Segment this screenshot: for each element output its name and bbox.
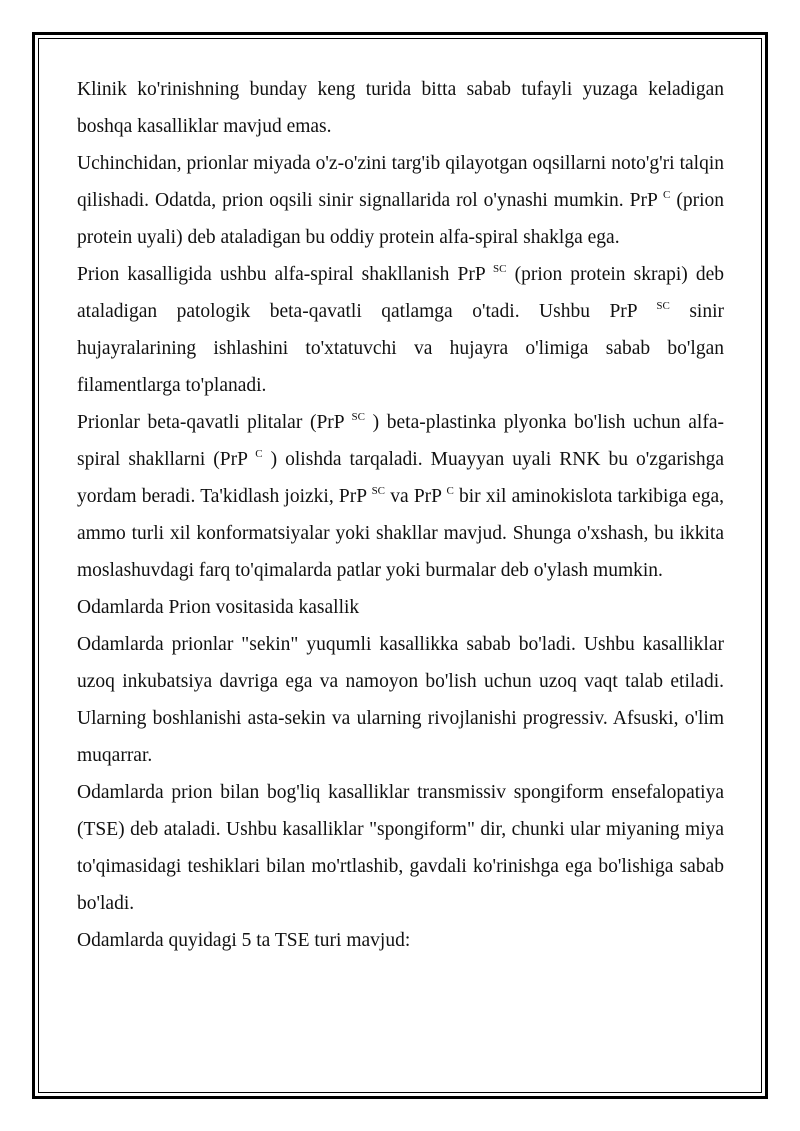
paragraph-text: va PrP <box>385 486 447 507</box>
document-body <box>77 71 724 959</box>
paragraph <box>77 774 724 922</box>
superscript: SC <box>351 411 365 423</box>
superscript: C <box>255 448 263 460</box>
superscript: C <box>663 189 671 201</box>
paragraph <box>77 404 724 589</box>
paragraph-text: ) beta-plastinka plyonka bo'lish uchun alfa-spiral shakllarni (PrP <box>77 412 724 470</box>
paragraph-text: Uchinchidan, prionlar miyada o'z-o'zini targ'ib qilayotgan oqsillarni noto'g'ri talqin qilishadi. Odatda, prion oqsili sinir signallarida rol o'ynashi mumkin. PrP <box>77 153 724 211</box>
paragraph-text: bir xil aminokislota tarkibiga ega, ammo turli xil konformatsiyalar yoki shakllar mavjud. Shunga o'xshash, bu ikkita moslashuvdagi farq to'qimalarda patlar yoki burmalar deb o'ylash mumkin. <box>77 486 724 581</box>
superscript: C <box>446 485 454 497</box>
paragraph-text: Odamlarda prionlar "sekin" yuqumli kasallikka sabab bo'ladi. Ushbu kasalliklar uzoq inkubatsiya davriga ega va namoyon bo'lish uchun uzoq vaqt talab etiladi. Ularning boshlanishi asta-sekin va ularning rivojlanishi progressiv. Afsuski, o'lim muqarrar. <box>77 634 724 766</box>
paragraph-text: (prion protein uyali) deb ataladigan bu oddiy protein alfa-spiral shaklga ega. <box>77 190 724 248</box>
paragraph-text: sinir hujayralarining ishlashini to'xtatuvchi va hujayra o'limiga sabab bo'lgan filamentlarga to'planadi. <box>77 301 725 396</box>
paragraph <box>77 71 724 145</box>
paragraph-text: ) olishda tarqaladi. Muayyan uyali RNK bu o'zgarishga yordam beradi. Ta'kidlash joizki, PrP <box>77 449 724 507</box>
paragraph-text: Klinik ko'rinishning bunday keng turida bitta sabab tufayli yuzaga keladigan boshqa kasalliklar mavjud emas. <box>77 79 724 137</box>
paragraph-text: Prion kasalligida ushbu alfa-spiral shakllanish PrP <box>77 264 494 285</box>
paragraph-text: Odamlarda prion bilan bog'liq kasalliklar transmissiv spongiform ensefalopatiya (TSE) deb ataladi. Ushbu kasalliklar "spongiform" dir, chunki ular miyaning miya to'qimasidagi teshiklari bilan mo'rtlashib, gavdali ko'rinishga ega bo'lishiga sabab bo'ladi. <box>77 782 724 914</box>
superscript: SC <box>656 300 670 312</box>
superscript: SC <box>371 485 386 497</box>
paragraph-text: Odamlarda quyidagi 5 ta TSE turi mavjud: <box>77 930 411 951</box>
paragraph-text: Prionlar beta-qavatli plitalar (PrP <box>77 412 352 433</box>
paragraph <box>77 922 724 959</box>
superscript: SC <box>493 263 507 275</box>
paragraph <box>77 589 724 626</box>
paragraph <box>77 626 724 774</box>
paragraph <box>77 256 724 404</box>
paragraph <box>77 145 724 256</box>
paragraph-text: (prion protein skrapi) deb ataladigan patologik beta-qavatli qatlamga o'tadi. Ushbu PrP <box>77 264 724 322</box>
paragraph-text: Odamlarda Prion vositasida kasallik <box>77 597 360 618</box>
